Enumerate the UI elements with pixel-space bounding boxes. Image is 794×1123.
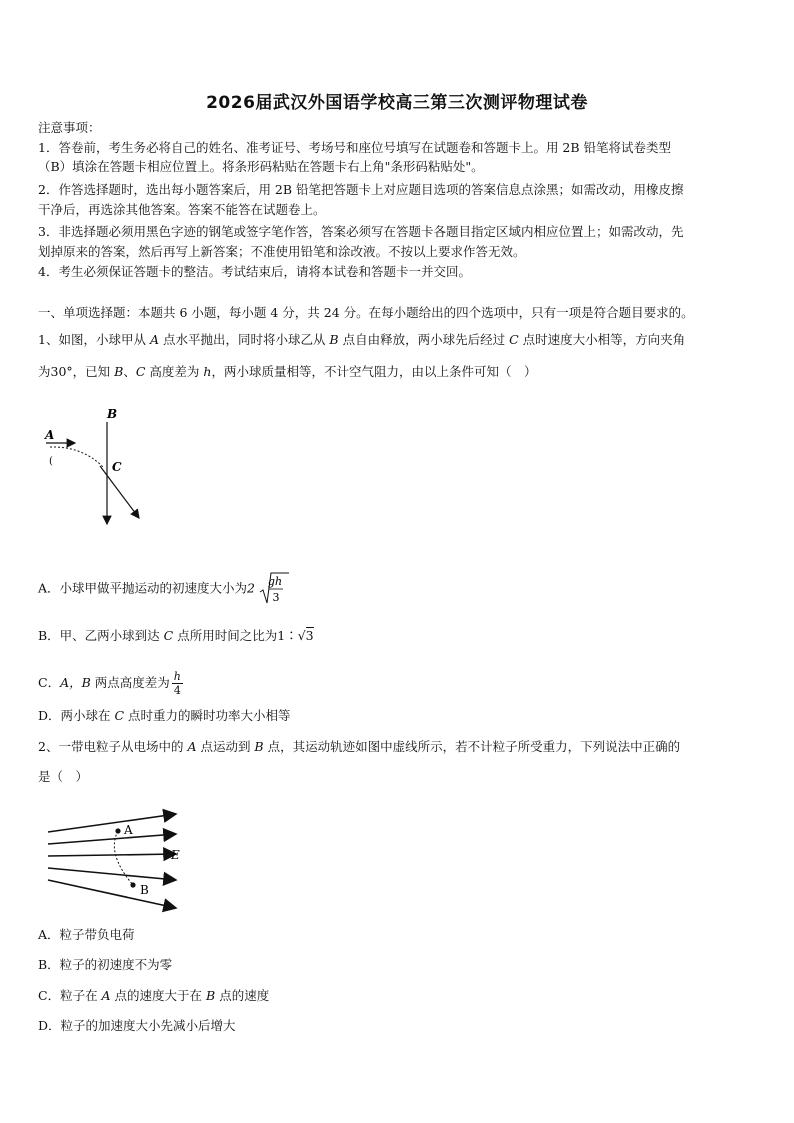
q2-option-b: B．粒子的初速度不为零 [38, 957, 173, 972]
q2-option-d: D．粒子的加速度大小先减小后增大 [38, 1018, 236, 1033]
q1-option-b: B．甲、乙两小球到达 C 点所用时间之比为1∶√3 [38, 628, 314, 643]
q1-option-a: A．小球甲做平抛运动的初速度大小为2 gh 3 [38, 572, 768, 602]
svg-text:gh: gh [267, 575, 283, 588]
notice-line: 2．作答选择题时，选出每小题答案后，用 2B 铅笔把答题卡上对应题目选项的答案信息点涂黑；如需改动，用橡皮擦 [38, 182, 684, 197]
q2-option-c: C．粒子在 A 点的速度大于在 B 点的速度 [38, 988, 270, 1003]
q1-figure-paren: ( [49, 456, 53, 467]
sqrt-symbol [259, 572, 289, 606]
notice-line: 干净后，再选涂其他答案。答案不能答在试题卷上。 [38, 202, 326, 217]
q2-figure-label-b: B [140, 883, 149, 897]
q1-stem-line2: 为30°，已知 B、C 高度差为 h，两小球质量相等，不计空气阻力，由以上条件可知（ ） [38, 364, 537, 379]
q1-stem-line1: 1、如图，小球甲从 A 点水平抛出，同时将小球乙从 B 点自由释放，两小球先后经过 C 点时速度大小相等，方向夹角 [38, 332, 686, 347]
page-title: 2026届武汉外国语学校高三第三次测评物理试卷 [206, 93, 588, 113]
q2-figure [38, 808, 188, 918]
q1-figure-label-a: A [45, 428, 55, 442]
q2-stem-line1: 2、一带电粒子从电场中的 A 点运动到 B 点，其运动轨迹如图中虚线所示，若不计粒子所受重力，下列说法中正确的 [38, 739, 681, 754]
svg-text:3: 3 [272, 591, 280, 604]
q1-figure-label-c: C [112, 460, 122, 474]
section-heading: 一、单项选择题：本题共 6 小题，每小题 4 分，共 24 分。在每小题给出的四个选项中，只有一项是符合题目要求的。 [38, 305, 694, 320]
notice-line: （B）填涂在答题卡相应位置上。将条形码粘贴在答题卡右上角"条形码粘贴处"。 [38, 159, 484, 174]
notice-heading: 注意事项： [38, 120, 101, 135]
q1-figure [38, 400, 158, 530]
notice-line: 1．答卷前，考生务必将自己的姓名、准考证号、考场号和座位号填写在试题卷和答题卡上。用 2B 铅笔将试卷类型 [38, 140, 672, 155]
notice-line: 4．考生必须保证答题卡的整洁。考试结束后，请将本试卷和答题卡一并交回。 [38, 264, 471, 279]
notice-line: 3．非选择题必须用黑色字迹的钢笔或签字笔作答，答案必须写在答题卡各题目指定区域内相应位置上；如需改动，先 [38, 224, 684, 239]
q2-option-a: A．粒子带负电荷 [38, 927, 135, 942]
q2-figure-label-e: E [171, 848, 180, 862]
q1-figure-label-b: B [107, 407, 118, 421]
q1-option-c: C．A，B 两点高度差为 $\frac{h}{4}$ [38, 670, 181, 697]
q1-option-d: D．两小球在 C 点时重力的瞬时功率大小相等 [38, 708, 291, 723]
q2-stem-line2: 是（ ） [38, 769, 89, 784]
q2-figure-label-a: A [124, 823, 133, 837]
notice-line: 划掉原来的答案，然后再写上新答案；不准使用铅笔和涂改液。不按以上要求作答无效。 [38, 244, 526, 259]
